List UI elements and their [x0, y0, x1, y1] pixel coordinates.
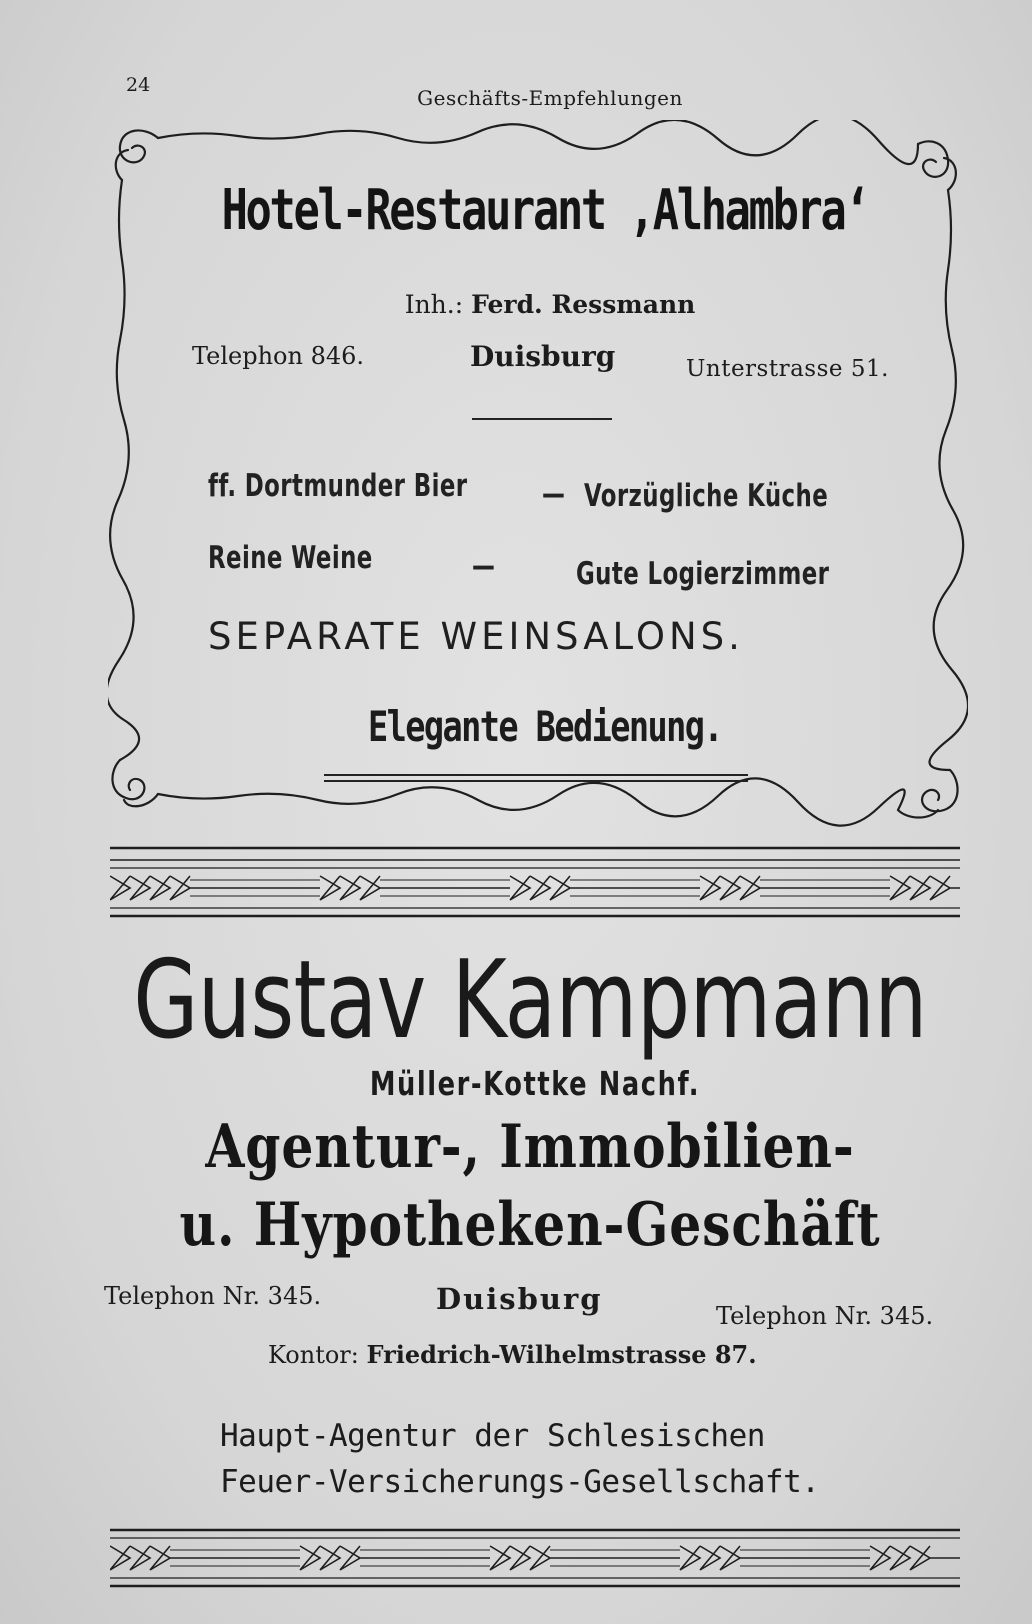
kampmann-telephone-left: Telephon Nr. 345.	[104, 1282, 322, 1310]
kampmann-successor: Müller-Kottke Nachf.	[369, 1064, 701, 1103]
service-underline-second	[324, 780, 748, 782]
hotel-divider	[472, 418, 612, 420]
kampmann-agency-line-2: Feuer-Versicherungs-Gesellschaft.	[220, 1464, 820, 1500]
owner-name: Ferd. Ressmann	[471, 290, 696, 319]
kampmann-name: Gustav Kampmann	[133, 938, 927, 1063]
office-label: Kontor:	[268, 1341, 359, 1369]
kampmann-telephone-right: Telephon Nr. 345.	[716, 1302, 934, 1330]
page-number: 24	[126, 74, 151, 96]
elegant-service: Elegante Bedienung.	[368, 702, 722, 751]
service-underline	[324, 774, 748, 776]
decorative-band-top	[110, 846, 960, 924]
kampmann-city: Duisburg	[436, 1282, 603, 1316]
hotel-telephone: Telephon 846.	[192, 342, 365, 370]
offer-rooms: Gute Logierzimmer	[576, 556, 830, 592]
kampmann-agency-line-1: Haupt-Agentur der Schlesischen	[220, 1418, 765, 1454]
offer-dash-2: —	[472, 548, 496, 584]
offer-wines: Reine Weine	[208, 540, 373, 576]
running-title: Geschäfts-Empfehlungen	[417, 86, 683, 110]
offer-dash-1: —	[542, 476, 566, 512]
kampmann-business-line-1: Agentur-, Immobilien-	[205, 1112, 855, 1182]
hotel-address: Unterstrasse 51.	[686, 356, 889, 382]
hotel-owner	[0, 290, 1032, 319]
kampmann-office	[268, 1340, 757, 1369]
kampmann-business-line-2: u. Hypotheken-Geschäft	[179, 1190, 881, 1260]
owner-label: Inh.:	[404, 290, 464, 319]
offer-beer: ff. Dortmunder Bier	[208, 468, 468, 504]
offer-kitchen: Vorzügliche Küche	[584, 478, 829, 514]
decorative-band-bottom	[110, 1528, 960, 1590]
hotel-title: Hotel-Restaurant ‚Alhambra‘	[221, 178, 869, 243]
office-address: Friedrich-Wilhelmstrasse 87.	[366, 1340, 757, 1369]
hotel-city: Duisburg	[470, 340, 616, 373]
separate-weinsalons: SEPARATE WEINSALONS.	[208, 615, 744, 658]
